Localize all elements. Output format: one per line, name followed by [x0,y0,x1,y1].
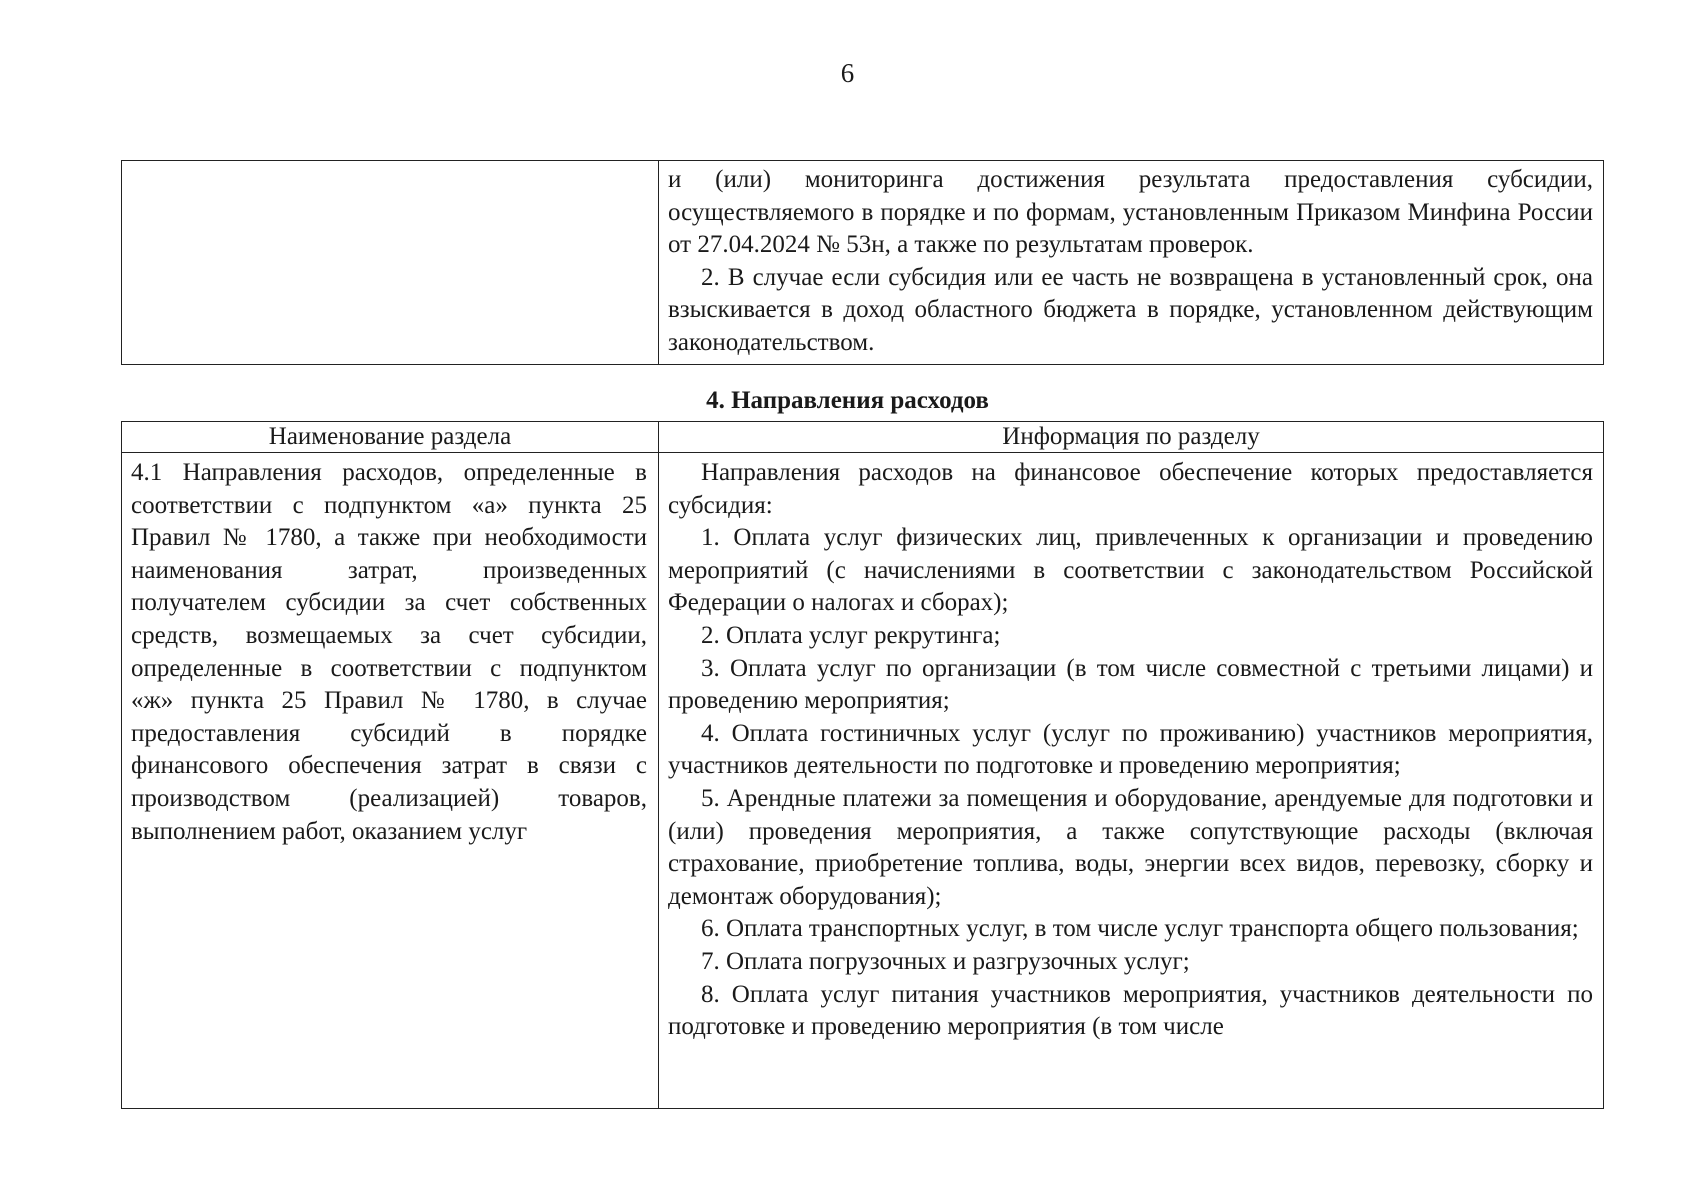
list-item: 8. Оплата услуг питания участников мероприятия, участников деятельности по подготовке и проведению мероприятия (в том числе [668,980,1593,1041]
table-row [122,453,1604,1109]
list-item: 3. Оплата услуг по организации (в том числе совместной с третьими лицами) и проведению мероприятия; [668,654,1593,715]
continuation-cell [659,161,1604,365]
page-number: 6 [840,58,855,88]
list-item: 2. Оплата услуг рекрутинга; [701,621,1001,649]
section-info-cell [659,453,1604,1109]
section-name-cell [122,453,659,1109]
paragraph: 2. В случае если субсидия или ее часть не возвращена в установленный срок, она взыскивается в доход областного бюджета в порядке, установленном действующим законодательством. [668,263,1593,356]
list-item: 7. Оплата погрузочных и разгрузочных услуг; [701,947,1190,975]
empty-cell [122,161,659,365]
section-heading: 4. Направления расходов [706,387,989,414]
list-item: 5. Арендные платежи за помещения и оборудование, арендуемые для подготовки и (или) проведения мероприятия, а также сопутствующие расходы (включая страхование, приобретение топлива, воды, энергии всех видов, перевозку, сборку и демонтаж оборудования); [668,784,1593,910]
table-header-row [122,422,1604,453]
expenses-table [121,421,1604,1109]
section-name-text: 4.1 Направления расходов, определенные в соответствии с подпунктом «а» пункта 25 Правил № 1780, а также при необходимости наименования затрат, произведенных получателем субсидии за счет собственных средств, возмещаемых за счет субсидии, определенные в соответствии с подпунктом «ж» пункта 25 Правил № 1780, в случае предоставления субсидий в порядке финансового обеспечения затрат в связи с производством (реализацией) товаров, выполнением работ, оказанием услуг [131,459,647,845]
list-item: 1. Оплата услуг физических лиц, привлеченных к организации и проведению мероприятий (с начислениями в соответствии с законодательством Российской Федерации о налогах и сборах); [668,524,1593,617]
table-row [122,161,1604,365]
column-header-section-name: Наименование раздела [122,422,659,453]
paragraph: Направления расходов на финансовое обеспечение которых предоставляется субсидия: [668,459,1593,519]
list-item: 4. Оплата гостиничных услуг (услуг по проживанию) участников мероприятия, участников деятельности по подготовке и проведению мероприятия; [668,719,1593,780]
list-item: 6. Оплата транспортных услуг, в том числе услуг транспорта общего пользования; [701,915,1579,943]
continuation-table [121,160,1604,365]
paragraph: и (или) мониторинга достижения результата предоставления субсидии, осуществляемого в порядке и по формам, установленным Приказом Минфина России от 27.04.2024 № 53н, а также по результатам проверок. [668,166,1593,259]
column-header-section-info: Информация по разделу [659,422,1604,453]
